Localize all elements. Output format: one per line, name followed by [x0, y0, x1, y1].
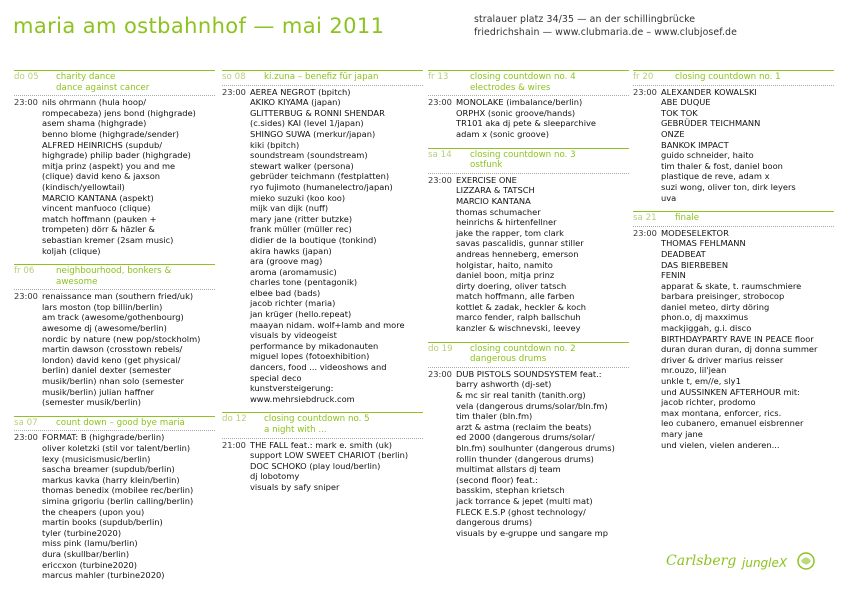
event-body — [222, 86, 423, 405]
event-block — [14, 70, 215, 256]
event-header — [14, 264, 215, 287]
event-header — [14, 416, 215, 429]
event-lineup: renaissance man (southern fried/uk) lars moston (top billin/berlin) am track (awesome/gothenbourg) awesome dj (awesome/berlin) nordic by nature (new pop/stockholm) martin dawson (crosstown rebels/ london) david keno (get physical/ berlin) daniel dexter (semester musik/berlin) nhan solo (semester musik/berlin) julian haffner (semester musik/berlin) — [42, 291, 201, 408]
page-title: maria am ostbahnhof — mai 2011 — [13, 14, 385, 38]
event-date: fr 13 — [428, 72, 449, 82]
event-block — [633, 70, 834, 203]
event-block — [428, 342, 629, 539]
event-body — [14, 96, 215, 256]
website-line: friedrichshain — www.clubmaria.de – www.clubjosef.de — [474, 27, 737, 38]
svg-text:Carlsberg: Carlsberg — [666, 553, 737, 569]
event-header — [428, 148, 629, 171]
event-title: ki.zuna – benefiz für japan — [264, 72, 379, 82]
event-time: 23:00 — [428, 97, 452, 108]
event-time: 23:00 — [14, 97, 38, 108]
event-lineup: DUB PISTOLS SOUNDSYSTEM feat.: barry ashworth (dj-set) & mc sir real tanith (tanith.org) vela (dangerous drums/solar/bln.fm) tim thaler (bln.fm) arzt & astma (reclaim the beats) ed 2000 (dangerous drums/solar/ bln.fm) soulhunter (dangerous drums) rollin thunder (dangerous drums) multimat allstars dj team (second floor) feat.: basskim, stephan krietsch jack torrance & jepet (multi mat) FLECK E.S.P (ghost technology/ dangerous drums) visuals by e-gruppe und sangare mp — [456, 368, 615, 538]
event-block — [428, 70, 629, 140]
event-title: neighbourhood, bonkers & awesome — [56, 266, 172, 287]
event-block — [222, 412, 423, 492]
event-time: 21:00 — [222, 439, 246, 450]
event-block — [14, 416, 215, 581]
event-lineup: nils ohrmann (hula hoop/ rompecabeza) jens bond (highgrade) asem shama (highgrade) benno blome (highgrade/sender) ALFRED HEINRICHS (supdub/ highgrade) philip bader (highgrade) mitja prinz (aspekt) you and me (clique) david keno & jaxson (kindisch/yellowtail) MARCIO KANTANA (aspekt) vincent manfuoco (clique) match hoffmann (pauken + trompeten) dörr & häzler & sebastian kremer (2sam music) koljah (clique) — [42, 97, 196, 256]
program-column-1 — [14, 70, 215, 589]
event-lineup: AEREA NEGROT (bpitch) AKIKO KIYAMA (japan) GLITTERBUG & RONNI SHENDAR (c.sides) KAI (level 1/japan) SHINGO SUWA (merkur/japan) kiki (bpitch) soundstream (soundstream) stewart walker (persona) gebrüder teichmann (festplatten) ryo fujimoto (humanelectro/japan) mieko suzuki (koo koo) mijk van dijk (nuff) mary jane (ritter butzke) frank müller (müller rec) didier de la boutique (tonkind) akira hawks (japan) ara (groove mag) aroma (aromamusic) charles tone (pentagonik) elbee bad (bads) jacob richter (maria) jan krüger (hello.repeat) maayan nidam. wolf+lamb and more visuals by videogeist performance by mikadonauten miguel lopes (fotoexhibition) dancers, food ... videoshows and special deco kunstversteigerung: www.mehrsiebdruck.com — [250, 86, 405, 404]
event-time: 23:00 — [14, 291, 38, 302]
event-title: finale — [675, 213, 700, 224]
carlsberg-logo — [664, 548, 737, 572]
event-body — [428, 174, 629, 334]
event-lineup: FORMAT: B (highgrade/berlin) oliver koletzki (stil vor talent/berlin) lexy (musicismusic/berlin) sascha breamer (supdub/berlin) markus kavka (harry klein/berlin) thomas benedix (mobilee rec/berlin) simina grigoriu (berlin calling/berlin) the cheapers (upon you) martin books (supdub/berlin) tyler (turbine2020) miss pink (lamu/berlin) dura (skullbar/berlin) ericcxon (turbine2020) marcus mahler (turbine2020) — [42, 432, 194, 581]
event-lineup: MONOLAKE (imbalance/berlin) ORPHX (sonic groove/hands) TR101 aka dj pete & sleeparchive adam x (sonic groove) — [456, 97, 597, 139]
event-title: closing countdown no. 1 — [675, 72, 781, 82]
program-column-4 — [633, 70, 834, 458]
event-header — [633, 70, 834, 83]
event-date: do 19 — [428, 343, 453, 354]
event-body — [633, 227, 834, 450]
event-title: charity dance dance against cancer — [56, 72, 150, 93]
event-date: sa 07 — [14, 417, 38, 428]
event-date: fr 06 — [14, 266, 35, 277]
event-date: so 08 — [222, 72, 246, 82]
event-time: 23:00 — [633, 227, 657, 238]
event-body — [428, 96, 629, 139]
event-title: closing countdown no. 4 electrodes & wires — [470, 72, 576, 93]
event-time: 23:00 — [222, 86, 246, 97]
event-title: closing countdown no. 3 ostfunk — [470, 149, 576, 171]
event-header — [428, 342, 629, 365]
event-header — [222, 70, 423, 83]
event-header — [428, 70, 629, 93]
event-lineup: MODESELEKTOR THOMAS FEHLMANN DEADBEAT DAS BIERBEBEN FENIN apparat & skate, t. raumschmiere barbara preisinger, strobocop daniel meteo, dirty döring phon.o, dj maxximus mackjiggah, g.i. disco BIRTHDAYPARTY RAVE IN PEACE floor duran duran duran, dj donna summer driver & driver marius reisser mr.ouzo, lil'jean unkle t, em//e, sly1 und AUSSINKEN AFTERHOUR mit: jacob richter, prodomo max montana, enforcer, rics. leo cubanero, emanuel eisbrenner mary jane und vielen, vielen anderen... — [661, 227, 818, 450]
event-date: do 05 — [14, 72, 39, 82]
event-body — [14, 431, 215, 580]
junglex-logo — [740, 550, 820, 574]
event-date: fr 20 — [633, 72, 654, 82]
event-time: 23:00 — [428, 368, 452, 379]
event-title: closing countdown no. 2 dangerous drums — [470, 343, 576, 365]
event-block — [428, 148, 629, 334]
svg-text:jungleX: jungleX — [742, 556, 788, 570]
address-line: stralauer platz 34/35 — an der schillingbrücke — [474, 14, 696, 25]
event-lineup: EXERCISE ONE LIZZARA & TATSCH MARCIO KANTANA thomas schumacher heinrichs & hirtenfellner jake the rapper, tom clark savas pascalidis, gunnar stiller andreas henneberg, emerson holgistar, haito, namito daniel boon, mitja prinz dirty doering, oliver tatsch match hoffmann, alle farben kottlet & zadak, heckler & koch marco fender, ralph ballschuh kanzler & wischnevski, leevey — [456, 174, 587, 334]
event-date: sa 21 — [633, 213, 657, 224]
event-date: do 12 — [222, 414, 247, 425]
event-header — [14, 70, 215, 93]
event-time: 23:00 — [14, 432, 38, 443]
event-body — [633, 86, 834, 204]
event-body — [428, 368, 629, 539]
event-title: closing countdown no. 5 a night with ... — [264, 414, 370, 435]
event-time: 23:00 — [633, 86, 657, 97]
event-block — [633, 211, 834, 450]
event-body — [14, 290, 215, 408]
program-column-3 — [428, 70, 629, 546]
event-title: count down – good bye maria — [56, 417, 185, 428]
event-lineup: THE FALL feat.: mark e. smith (uk) support LOW SWEET CHARIOT (berlin) DOC SCHOKO (play loud/berlin) dj lobotomy visuals by safy sniper — [250, 439, 409, 492]
event-lineup: ALEXANDER KOWALSKI ABE DUQUE TOK TOK GEBRÜDER TEICHMANN ONZE BANKOK IMPACT guido schneider, haito tim thaler & fost, daniel boon plastique de reve, adam x suzi wong, oliver ton, dirk leyers uva — [661, 86, 796, 203]
event-block — [222, 70, 423, 404]
event-date: sa 14 — [428, 149, 452, 160]
event-block — [14, 264, 215, 408]
event-header — [633, 211, 834, 224]
event-header — [222, 412, 423, 435]
event-body — [222, 439, 423, 493]
program-column-2 — [222, 70, 423, 501]
event-time: 23:00 — [428, 174, 452, 185]
